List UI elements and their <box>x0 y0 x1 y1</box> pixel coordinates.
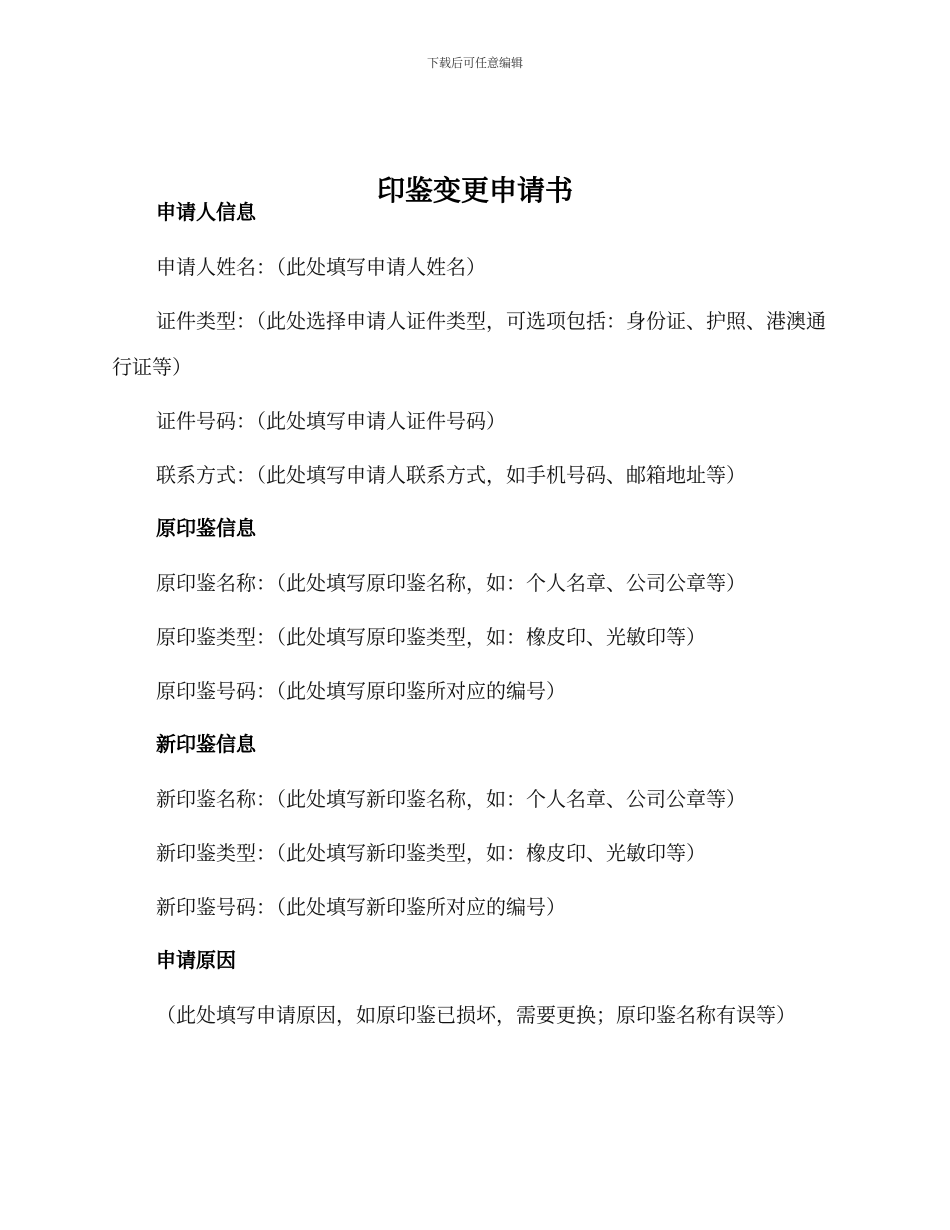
field-new-seal-name: 新印鉴名称：（此处填写新印鉴名称，如：个人名章、公司公章等） <box>156 787 746 811</box>
document-body <box>112 190 832 1046</box>
new-seal-section <box>112 722 832 938</box>
reason-section <box>112 938 832 1046</box>
field-original-seal-name: 原印鉴名称：（此处填写原印鉴名称，如：个人名章、公司公章等） <box>156 571 746 595</box>
field-contact: 联系方式：（此处填写申请人联系方式，如手机号码、邮箱地址等） <box>156 463 746 487</box>
field-new-seal-type: 新印鉴类型：（此处填写新印鉴类型，如：橡皮印、光敏印等） <box>156 841 706 865</box>
original-seal-section <box>112 506 832 722</box>
field-reason: （此处填写申请原因，如原印鉴已损坏，需要更换；原印鉴名称有误等） <box>156 1003 796 1027</box>
field-original-seal-number: 原印鉴号码：（此处填写原印鉴所对应的编号） <box>156 679 566 703</box>
section-heading-original-seal: 原印鉴信息 <box>156 516 256 540</box>
document-title: 印鉴变更申请书 <box>376 173 573 207</box>
field-new-seal-number: 新印鉴号码：（此处填写新印鉴所对应的编号） <box>156 895 566 919</box>
header-note: 下载后可任意编辑 <box>426 56 523 70</box>
field-applicant-name: 申请人姓名：（此处填写申请人姓名） <box>156 255 486 279</box>
section-heading-applicant-info: 申请人信息 <box>156 200 256 224</box>
applicant-info-section <box>112 190 832 506</box>
field-id-type: 证件类型：（此处选择申请人证件类型，可选项包括：身份证、护照、港澳通行证等） <box>112 309 826 379</box>
field-id-number: 证件号码：（此处填写申请人证件号码） <box>156 409 506 433</box>
section-heading-reason: 申请原因 <box>156 948 236 972</box>
field-original-seal-type: 原印鉴类型：（此处填写原印鉴类型，如：橡皮印、光敏印等） <box>156 625 706 649</box>
section-heading-new-seal: 新印鉴信息 <box>156 732 256 756</box>
